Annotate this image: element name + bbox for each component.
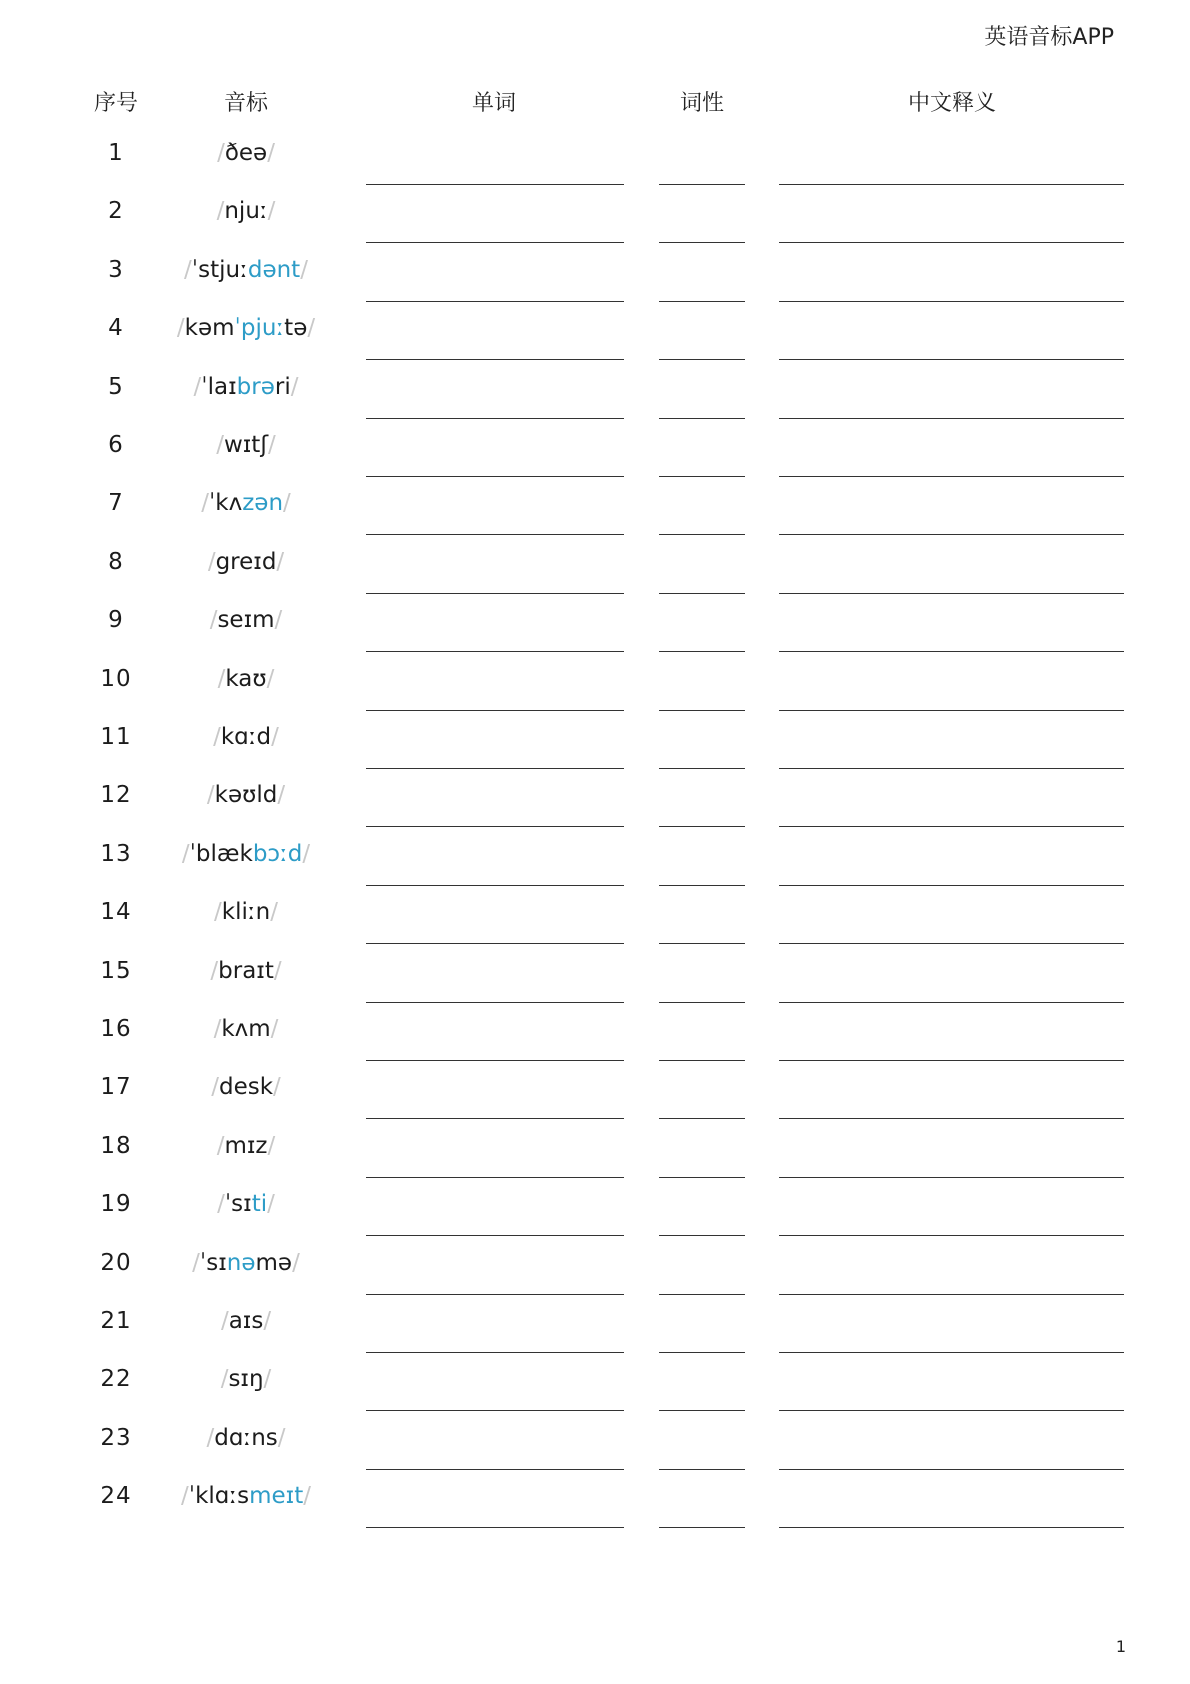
definition-answer-line <box>779 1235 1124 1236</box>
definition-answer-line <box>779 943 1124 944</box>
row-number: 17 <box>100 1074 132 1101</box>
slash-close: / <box>263 1308 272 1334</box>
phonetic-transcription <box>214 899 278 925</box>
part-of-speech-answer-line <box>659 242 745 243</box>
word-answer-line <box>366 1118 624 1119</box>
definition-answer-line <box>779 885 1124 886</box>
phonetic-segment-stressed: brə <box>236 373 275 400</box>
slash-close: / <box>267 140 275 166</box>
slash-open: / <box>209 607 218 634</box>
word-answer-line <box>366 1294 624 1295</box>
row-number: 4 <box>108 315 124 342</box>
slash-close: / <box>263 1366 272 1393</box>
row-number: 19 <box>100 1191 132 1218</box>
phonetic-transcription <box>184 257 308 283</box>
definition-answer-line <box>779 1410 1124 1411</box>
slash-open: / <box>214 899 222 926</box>
phonetic-segment: ˈblæk <box>189 840 253 867</box>
word-answer-line <box>366 651 624 652</box>
page-number: 1 <box>1115 1637 1126 1656</box>
slash-close: / <box>283 490 291 517</box>
word-answer-line <box>366 943 624 944</box>
table-row <box>0 948 1190 1006</box>
row-number: 8 <box>108 548 124 575</box>
phonetic-segment: ˈlaɪ <box>201 373 237 400</box>
table-row <box>0 1356 1190 1414</box>
phonetic-transcription <box>206 1425 285 1451</box>
word-answer-line <box>366 710 624 711</box>
slash-open: / <box>181 840 190 867</box>
brand-title: 英语音标APP <box>984 25 1114 50</box>
table-row <box>0 1240 1190 1298</box>
part-of-speech-answer-line <box>659 826 745 827</box>
part-of-speech-answer-line <box>659 1294 745 1295</box>
table-row <box>0 1006 1190 1064</box>
word-answer-line <box>366 534 624 535</box>
phonetic-segment: ˈkʌ <box>208 490 243 517</box>
phonetic-transcription <box>211 1074 281 1100</box>
part-of-speech-answer-line <box>659 418 745 419</box>
phonetic-transcription <box>217 1191 275 1217</box>
part-of-speech-answer-line <box>659 534 745 535</box>
word-answer-line <box>366 1235 624 1236</box>
slash-close: / <box>274 607 283 634</box>
row-number: 23 <box>100 1424 132 1451</box>
slash-close: / <box>302 840 311 867</box>
definition-answer-line <box>779 1060 1124 1061</box>
word-answer-line <box>366 359 624 360</box>
row-number: 2 <box>108 198 124 225</box>
part-of-speech-answer-line <box>659 359 745 360</box>
slash-close: / <box>277 782 286 809</box>
slash-close: / <box>273 957 282 984</box>
slash-open: / <box>220 1308 229 1334</box>
definition-answer-line <box>779 593 1124 594</box>
phonetic-transcription <box>182 841 310 867</box>
slash-open: / <box>217 665 226 692</box>
phonetic-transcription <box>210 958 281 984</box>
phonetic-transcription <box>192 1250 300 1276</box>
part-of-speech-answer-line <box>659 1177 745 1178</box>
definition-answer-line <box>779 184 1124 185</box>
phonetic-transcription <box>201 490 291 516</box>
phonetic-segment: kəm <box>184 315 235 342</box>
word-answer-line <box>366 1177 624 1178</box>
table-row <box>0 247 1190 305</box>
slash-open: / <box>206 1424 215 1451</box>
slash-close: / <box>300 256 308 283</box>
phonetic-segment: wɪtʃ <box>223 432 269 458</box>
table-row <box>0 364 1190 422</box>
definition-answer-line <box>779 418 1124 419</box>
definition-answer-line <box>779 301 1124 302</box>
row-number: 13 <box>100 840 132 867</box>
phonetic-transcription <box>217 198 276 224</box>
slash-close: / <box>276 548 285 575</box>
table-row <box>0 188 1190 246</box>
slash-open: / <box>216 1132 225 1159</box>
row-number: 18 <box>100 1132 132 1159</box>
phonetic-segment: ˈsɪ <box>199 1249 227 1276</box>
phonetic-segment-stressed: dənt <box>247 256 301 283</box>
phonetic-transcription <box>221 1308 271 1334</box>
slash-close: / <box>267 198 276 225</box>
slash-open: / <box>220 1366 229 1393</box>
slash-open: / <box>192 1249 200 1276</box>
table-row <box>0 1181 1190 1239</box>
table-row <box>0 480 1190 538</box>
row-number: 5 <box>108 373 124 400</box>
slash-open: / <box>213 724 221 750</box>
word-answer-line <box>366 476 624 477</box>
definition-answer-line <box>779 826 1124 827</box>
table-row <box>0 714 1190 772</box>
table-row <box>0 305 1190 363</box>
slash-open: / <box>207 548 216 575</box>
phonetic-segment: ˈklɑːs <box>188 1483 250 1510</box>
phonetic-segment: sɪŋ <box>228 1366 264 1393</box>
part-of-speech-answer-line <box>659 710 745 711</box>
word-answer-line <box>366 885 624 886</box>
phonetic-segment: njuː <box>224 198 268 225</box>
phonetic-transcription <box>208 549 284 575</box>
phonetic-transcription <box>217 140 275 166</box>
part-of-speech-answer-line <box>659 1410 745 1411</box>
row-number: 1 <box>108 140 124 166</box>
table-row <box>0 130 1190 188</box>
slash-close: / <box>307 315 316 342</box>
part-of-speech-answer-line <box>659 768 745 769</box>
table-row <box>0 831 1190 889</box>
word-answer-line <box>366 1060 624 1061</box>
part-of-speech-answer-line <box>659 1527 745 1528</box>
table-row <box>0 1415 1190 1473</box>
word-answer-line <box>366 418 624 419</box>
slash-close: / <box>268 432 276 458</box>
word-answer-line <box>366 593 624 594</box>
slash-close: / <box>277 1424 286 1451</box>
definition-answer-line <box>779 1002 1124 1003</box>
row-number: 6 <box>108 432 124 458</box>
row-number: 10 <box>100 665 132 692</box>
slash-open: / <box>184 256 192 283</box>
phonetic-transcription <box>207 782 285 808</box>
part-of-speech-answer-line <box>659 476 745 477</box>
row-number: 21 <box>100 1308 132 1334</box>
part-of-speech-answer-line <box>659 943 745 944</box>
phonetic-transcription <box>194 374 299 400</box>
definition-answer-line <box>779 768 1124 769</box>
definition-answer-line <box>779 1294 1124 1295</box>
header-word: 单词 <box>471 91 517 116</box>
phonetic-segment: ˈsɪ <box>224 1191 252 1218</box>
phonetic-transcription <box>213 724 279 750</box>
phonetic-segment: kliːn <box>221 899 271 926</box>
definition-answer-line <box>779 710 1124 711</box>
row-number: 7 <box>108 490 124 517</box>
phonetic-segment: seɪm <box>217 607 275 634</box>
phonetic-segment: ri <box>274 373 291 400</box>
phonetic-segment: greɪd <box>215 548 277 575</box>
slash-close: / <box>270 1016 279 1042</box>
slash-close: / <box>267 1132 276 1159</box>
slash-close: / <box>290 373 299 400</box>
phonetic-transcription <box>217 1133 276 1159</box>
part-of-speech-answer-line <box>659 1118 745 1119</box>
row-number: 11 <box>100 724 132 750</box>
table-row <box>0 422 1190 480</box>
row-number: 16 <box>100 1016 132 1042</box>
part-of-speech-answer-line <box>659 1002 745 1003</box>
word-answer-line <box>366 301 624 302</box>
slash-close: / <box>273 1074 281 1101</box>
definition-answer-line <box>779 242 1124 243</box>
slash-open: / <box>201 490 209 517</box>
phonetic-segment-stressed: ˈpjuː <box>234 315 285 342</box>
phonetic-transcription <box>216 432 276 458</box>
phonetic-segment: kʌm <box>221 1016 271 1042</box>
word-answer-line <box>366 242 624 243</box>
part-of-speech-answer-line <box>659 885 745 886</box>
word-answer-line <box>366 768 624 769</box>
definition-answer-line <box>779 651 1124 652</box>
phonetic-segment-stressed: nə <box>226 1249 256 1276</box>
phonetic-segment: mɪz <box>224 1132 268 1159</box>
definition-answer-line <box>779 1118 1124 1119</box>
header-part-of-speech: 词性 <box>679 91 725 116</box>
table-row <box>0 1473 1190 1531</box>
header-phonetic: 音标 <box>223 91 269 116</box>
slash-open: / <box>217 140 225 166</box>
phonetic-segment: desk <box>218 1074 274 1101</box>
slash-close: / <box>270 899 278 926</box>
slash-open: / <box>181 1483 189 1510</box>
slash-close: / <box>303 1483 311 1510</box>
part-of-speech-answer-line <box>659 1352 745 1353</box>
row-number: 14 <box>100 899 132 926</box>
phonetic-transcription <box>214 1016 279 1042</box>
phonetic-segment-stressed: zən <box>242 490 284 517</box>
part-of-speech-answer-line <box>659 593 745 594</box>
row-number: 24 <box>100 1483 132 1510</box>
word-answer-line <box>366 1352 624 1353</box>
table-row <box>0 656 1190 714</box>
row-number: 22 <box>100 1366 132 1393</box>
slash-open: / <box>217 1191 225 1218</box>
phonetic-segment: tə <box>284 315 308 342</box>
part-of-speech-answer-line <box>659 184 745 185</box>
phonetic-segment: kəʊld <box>214 782 278 809</box>
definition-answer-line <box>779 1527 1124 1528</box>
definition-answer-line <box>779 1352 1124 1353</box>
phonetic-segment: dɑːns <box>214 1424 278 1451</box>
slash-close: / <box>266 665 275 692</box>
slash-open: / <box>211 1074 219 1101</box>
header-number: 序号 <box>93 91 139 116</box>
word-answer-line <box>366 184 624 185</box>
phonetic-segment: ˈstjuː <box>191 256 248 283</box>
definition-answer-line <box>779 534 1124 535</box>
phonetic-segment: aɪs <box>228 1308 264 1334</box>
phonetic-segment-stressed: meɪt <box>249 1483 304 1510</box>
row-number: 15 <box>100 957 132 984</box>
phonetic-segment: kɑːd <box>220 724 272 750</box>
row-number: 12 <box>100 782 132 809</box>
table-row <box>0 539 1190 597</box>
definition-answer-line <box>779 359 1124 360</box>
row-number: 9 <box>108 607 124 634</box>
phonetic-transcription <box>221 1366 272 1392</box>
phonetic-transcription <box>177 315 315 341</box>
table-row <box>0 1123 1190 1181</box>
slash-open: / <box>216 198 225 225</box>
slash-open: / <box>176 315 185 342</box>
slash-open: / <box>210 957 219 984</box>
definition-answer-line <box>779 476 1124 477</box>
part-of-speech-answer-line <box>659 1060 745 1061</box>
part-of-speech-answer-line <box>659 1235 745 1236</box>
word-answer-line <box>366 1469 624 1470</box>
phonetic-segment: mə <box>255 1249 293 1276</box>
word-answer-line <box>366 826 624 827</box>
word-answer-line <box>366 1527 624 1528</box>
part-of-speech-answer-line <box>659 301 745 302</box>
phonetic-transcription <box>218 666 275 692</box>
table-row <box>0 889 1190 947</box>
slash-close: / <box>267 1191 275 1218</box>
slash-close: / <box>292 1249 300 1276</box>
table-row <box>0 1298 1190 1356</box>
phonetic-segment: braɪt <box>218 957 274 984</box>
phonetic-segment: kaʊ <box>225 665 267 692</box>
slash-open: / <box>206 782 215 809</box>
table-row <box>0 1064 1190 1122</box>
part-of-speech-answer-line <box>659 1469 745 1470</box>
header-definition: 中文释义 <box>907 91 997 116</box>
table-row <box>0 772 1190 830</box>
phonetic-segment-stressed: bɔːd <box>252 840 303 867</box>
table-row <box>0 597 1190 655</box>
slash-open: / <box>193 373 202 400</box>
part-of-speech-answer-line <box>659 651 745 652</box>
row-number: 20 <box>100 1249 132 1276</box>
slash-open: / <box>213 1016 222 1042</box>
phonetic-segment: ðeə <box>224 140 268 166</box>
row-number: 3 <box>108 256 124 283</box>
definition-answer-line <box>779 1177 1124 1178</box>
phonetic-segment-stressed: ti <box>251 1191 268 1218</box>
phonetic-transcription <box>181 1483 311 1509</box>
slash-open: / <box>216 432 224 458</box>
phonetic-transcription <box>210 607 283 633</box>
definition-answer-line <box>779 1469 1124 1470</box>
word-answer-line <box>366 1410 624 1411</box>
word-answer-line <box>366 1002 624 1003</box>
slash-close: / <box>271 724 279 750</box>
